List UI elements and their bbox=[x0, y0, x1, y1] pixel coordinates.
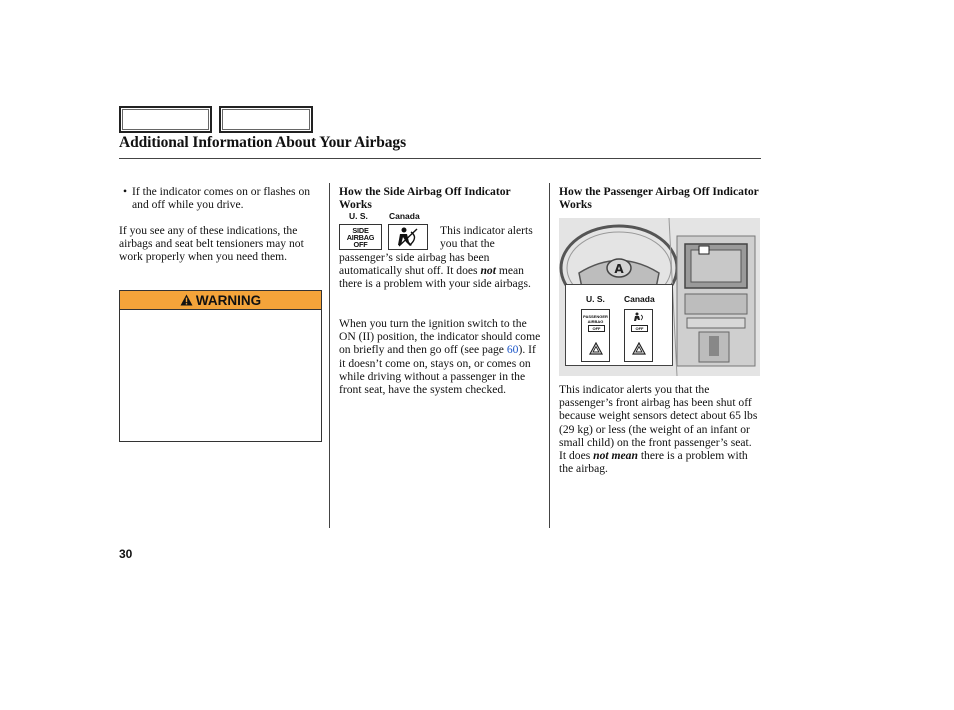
passenger-label-us: U. S. bbox=[586, 294, 605, 304]
passenger-airbag-text: PASSENGER AIRBAG bbox=[583, 314, 608, 324]
side-p2-b: ). If it doesn’t come on, stays on, or comes on while driving without a passenger in the front seat, have the system checked. bbox=[339, 343, 536, 397]
bullet-item bbox=[123, 185, 323, 211]
page-link-60[interactable]: 60 bbox=[506, 343, 519, 357]
warning-header bbox=[119, 290, 322, 310]
side-airbag-off-indicator-canada bbox=[388, 224, 428, 250]
nav-box-main-menu[interactable] bbox=[119, 106, 212, 133]
page-title: Additional Information About Your Airbags bbox=[119, 134, 407, 151]
warning-label: WARNING bbox=[195, 292, 262, 308]
title-rule bbox=[119, 158, 761, 159]
passenger-label-canada: Canada bbox=[624, 294, 655, 304]
warning-box bbox=[119, 310, 322, 442]
side-p1-a: passenger’s side airbag has been automatically shut off. It does bbox=[339, 251, 490, 278]
child-seat-airbag-off-icon bbox=[389, 225, 427, 249]
hazard-icon bbox=[632, 342, 646, 355]
side-p2-a: When you turn the ignition switch to the ON (II) position, the indicator should come on briefly and then go off (see page bbox=[339, 317, 541, 357]
side-airbag-off-indicator-us bbox=[339, 224, 382, 250]
passenger-airbag-indicator-canada bbox=[624, 309, 653, 362]
passenger-airbag-heading: How the Passenger Airbag Off Indicator Works bbox=[559, 185, 759, 212]
page-number: 30 bbox=[119, 547, 133, 561]
column-divider-1 bbox=[329, 183, 330, 528]
honda-logo-icon: A bbox=[614, 262, 624, 276]
off-lamp-us: OFF bbox=[588, 325, 605, 332]
passenger-airbag-indicator-us bbox=[581, 309, 610, 362]
bullet-marker: • bbox=[123, 185, 128, 198]
side-p1-b: mean there is a problem with your side airbags. bbox=[339, 264, 531, 291]
warning-triangle-icon bbox=[180, 294, 193, 306]
bullet-text: If the indicator comes on or flashes on and off while you drive. bbox=[132, 185, 311, 212]
off-lamp-canada: OFF bbox=[631, 325, 648, 332]
passenger-paragraph bbox=[559, 383, 759, 475]
side-airbag-off-text: SIDE AIRBAG OFF bbox=[346, 225, 375, 249]
passenger-p-a: This indicator alerts you that the passenger’s front airbag has been shut off because weight sensors detect about 65 lbs (29 kg) or less (the weight of an infant or small child) on the front passenger’s seat. It does bbox=[559, 383, 758, 463]
indicator-inset bbox=[565, 284, 673, 366]
hazard-icon bbox=[589, 342, 603, 355]
side-p1-not: not bbox=[480, 264, 496, 278]
side-airbag-heading: How the Side Airbag Off Indicator Works bbox=[339, 185, 511, 212]
side-label-us: U. S. bbox=[349, 211, 368, 221]
side-label-canada: Canada bbox=[389, 211, 420, 221]
col1-paragraph: If you see any of these indications, the airbags and seat belt tensioners may not work properly when you need them. bbox=[119, 224, 304, 264]
side-p1-lead: This indicator alerts you that the bbox=[440, 224, 533, 251]
passenger-p-b: there is a problem with the airbag. bbox=[559, 449, 748, 476]
dashboard-photo bbox=[559, 218, 760, 376]
child-seat-airbag-off-icon bbox=[631, 312, 647, 322]
side-paragraph-1 bbox=[339, 251, 544, 291]
side-paragraph-2 bbox=[339, 317, 544, 396]
nav-box-table-of-contents[interactable] bbox=[219, 106, 313, 133]
column-divider-2 bbox=[549, 183, 550, 528]
passenger-p-not-mean: not mean bbox=[593, 449, 638, 463]
